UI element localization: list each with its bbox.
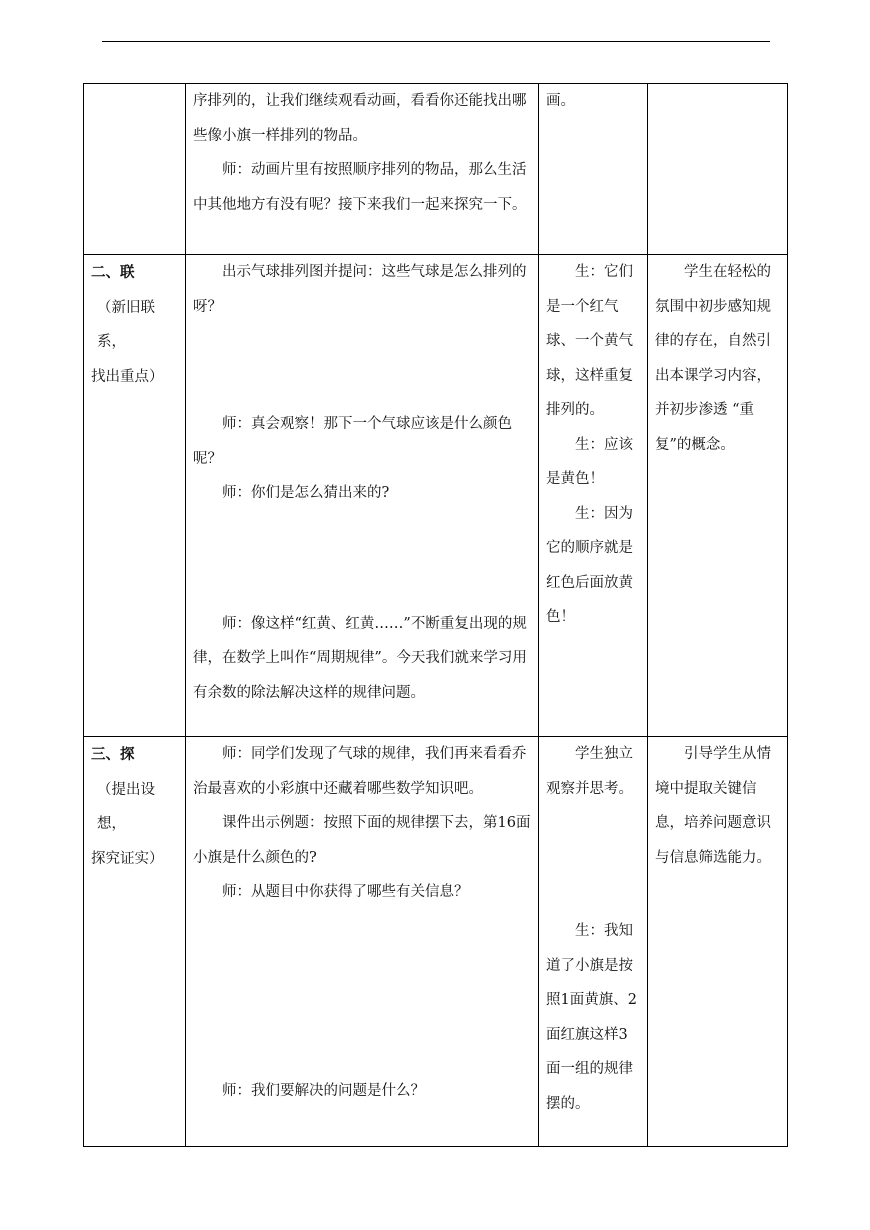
- table-row: [84, 737, 788, 1147]
- teacher-text: 师：像这样“红黄、红黄……”不断重复出现的规律，在数学上叫作“周期规律”。今天我们就来学习用有余数的除法解决这样的规律问题。: [193, 615, 527, 701]
- student-activity-cell: [539, 255, 648, 737]
- teacher-text: 师：同学们发现了气球的规律，我们再来看看乔治最喜欢的小彩旗中还藏着哪些数学知识吧。: [193, 746, 527, 797]
- table-row: [84, 84, 788, 255]
- student-text: 生：应该是黄色！: [546, 436, 633, 487]
- stage-cell: [84, 737, 186, 1147]
- teacher-text: 师：你们是怎么猜出来的?: [222, 485, 390, 501]
- student-text: 生：我知道了小旗是按照1面黄旗、2面红旗这样3面一组的规律摆的。: [546, 923, 637, 1112]
- teacher-activity-cell: [186, 255, 539, 737]
- student-text: 生：因为它的顺序就是红色后面放黄色！: [546, 505, 633, 625]
- teacher-text: 出示气球排列图并提问：这些气球是怎么排列的呀？: [193, 264, 527, 315]
- intent-text: 引导学生从情境中提取关键信息，培养问题意识与信息筛选能力。: [655, 746, 771, 866]
- student-text: 学生独立观察并思考。: [546, 746, 633, 797]
- teacher-text: 序排列的，让我们继续观看动画，看看你还能找出哪些像小旗一样排列的物品。: [193, 93, 527, 144]
- lesson-plan-table: [83, 83, 788, 1147]
- stage-note: （提出设想，: [97, 781, 155, 832]
- table-row: [84, 255, 788, 737]
- stage-title: 二、联: [91, 264, 135, 281]
- header-rule: [102, 41, 770, 42]
- teacher-activity-cell: [186, 84, 539, 255]
- stage-cell: [84, 84, 186, 255]
- teacher-text: 师：动画片里有按照顺序排列的物品，那么生活中其他地方有没有呢？接下来我们一起来探究一下。: [193, 162, 527, 213]
- intent-text: 学生在轻松的氛围中初步感知规律的存在，自然引出本课学习内容，并初步渗透 “重复”的概念。: [655, 264, 771, 453]
- design-intent-cell: [648, 737, 788, 1147]
- student-activity-cell: [539, 84, 648, 255]
- stage-note: 探究证实）: [91, 850, 164, 867]
- teacher-text: 课件出示例题：按照下面的规律摆下去，第16面小旗是什么颜色的?: [193, 815, 531, 866]
- student-text: 生：它们是一个红气球、一个黄气球，这样重复排列的。: [546, 264, 633, 418]
- student-activity-cell: [539, 737, 648, 1147]
- stage-title: 三、探: [91, 746, 135, 763]
- stage-note: （新旧联系，: [97, 299, 155, 350]
- stage-title: [91, 84, 178, 85]
- design-intent-cell: [648, 255, 788, 737]
- teacher-activity-cell: [186, 737, 539, 1147]
- stage-note: 找出重点）: [91, 368, 164, 385]
- design-intent-cell: [648, 84, 788, 255]
- student-text: 画。: [546, 93, 575, 109]
- teacher-text: 师：从题目中你获得了哪些有关信息？: [222, 884, 469, 900]
- teacher-text: 师：我们要解决的问题是什么？: [222, 1082, 425, 1099]
- teacher-text: 师：真会观察！那下一个气球应该是什么颜色呢？: [193, 416, 512, 467]
- stage-cell: [84, 255, 186, 737]
